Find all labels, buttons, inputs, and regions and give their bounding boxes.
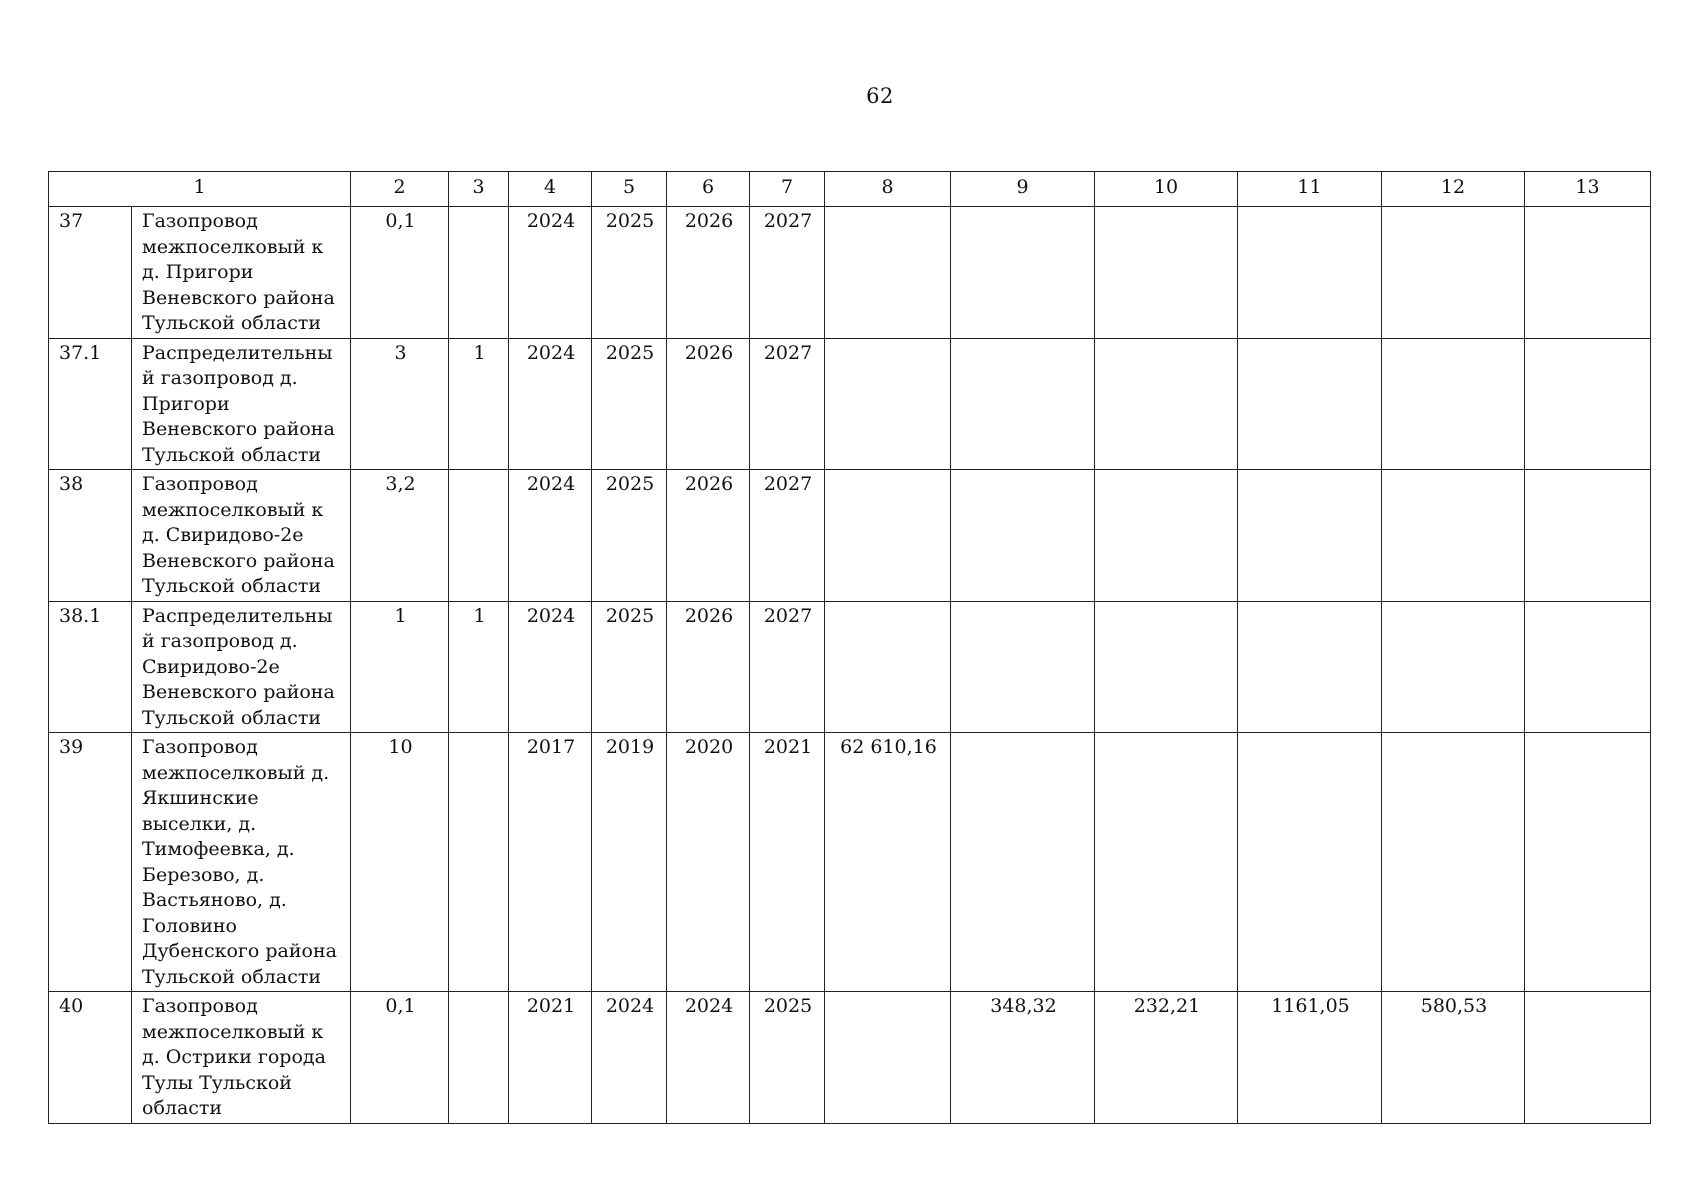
cell-col-3: 1: [449, 601, 509, 733]
cell-col-7: 2027: [750, 338, 825, 470]
cell-col-5: 2025: [592, 470, 667, 602]
table-row: [49, 207, 1651, 339]
cell-col-4: 2024: [509, 470, 592, 602]
header-cell-13: 13: [1525, 172, 1651, 207]
cell-col-12: [1382, 601, 1525, 733]
cell-col-3: [449, 992, 509, 1124]
cell-col-6: 2026: [667, 207, 750, 339]
cell-col-7: 2021: [750, 733, 825, 992]
cell-col-3: 1: [449, 338, 509, 470]
object-name: Газопровод межпоселковый д. Якшинские выселки, д. Тимофеевка, д. Березово, д. Вастьяново, д. Головино Дубенского района Тульской области: [132, 733, 351, 992]
cell-col-11: 1161,05: [1238, 992, 1382, 1124]
cell-col-8: [825, 338, 951, 470]
cell-col-10: [1095, 601, 1238, 733]
cell-col-10: [1095, 470, 1238, 602]
cell-col-4: 2024: [509, 338, 592, 470]
cell-col-12: [1382, 338, 1525, 470]
cell-col-2: 0,1: [351, 992, 449, 1124]
cell-col-4: 2024: [509, 207, 592, 339]
cell-col-12: 580,53: [1382, 992, 1525, 1124]
row-number: 38.1: [49, 601, 132, 733]
cell-col-7: 2025: [750, 992, 825, 1124]
header-cell-7: 7: [750, 172, 825, 207]
cell-col-5: 2025: [592, 207, 667, 339]
cell-col-8: [825, 601, 951, 733]
cell-col-13: [1525, 733, 1651, 992]
cell-col-7: 2027: [750, 207, 825, 339]
object-name: Газопровод межпоселковый к д. Пригори Веневского района Тульской области: [132, 207, 351, 339]
row-number: 37: [49, 207, 132, 339]
table-header-row: [49, 172, 1651, 207]
cell-col-12: [1382, 207, 1525, 339]
row-number: 40: [49, 992, 132, 1124]
object-name: Газопровод межпоселковый к д. Острики города Тулы Тульской области: [132, 992, 351, 1124]
cell-col-10: 232,21: [1095, 992, 1238, 1124]
cell-col-10: [1095, 207, 1238, 339]
cell-col-4: 2024: [509, 601, 592, 733]
cell-col-4: 2021: [509, 992, 592, 1124]
cell-col-13: [1525, 470, 1651, 602]
cell-col-5: 2024: [592, 992, 667, 1124]
header-cell-3: 3: [449, 172, 509, 207]
cell-col-9: [951, 733, 1095, 992]
header-cell-10: 10: [1095, 172, 1238, 207]
header-cell-9: 9: [951, 172, 1095, 207]
cell-col-3: [449, 207, 509, 339]
cell-col-2: 0,1: [351, 207, 449, 339]
cell-col-8: [825, 470, 951, 602]
cell-col-5: 2019: [592, 733, 667, 992]
cell-col-11: [1238, 733, 1382, 992]
row-number: 39: [49, 733, 132, 992]
cell-col-11: [1238, 207, 1382, 339]
table-row: [49, 338, 1651, 470]
cell-col-11: [1238, 470, 1382, 602]
cell-col-8: [825, 992, 951, 1124]
header-cell-2: 2: [351, 172, 449, 207]
object-name: Распределительный газопровод д. Свиридово-2е Веневского района Тульской области: [132, 601, 351, 733]
cell-col-5: 2025: [592, 338, 667, 470]
object-name: Распределительный газопровод д. Пригори Веневского района Тульской области: [132, 338, 351, 470]
cell-col-2: 10: [351, 733, 449, 992]
cell-col-9: [951, 338, 1095, 470]
cell-col-7: 2027: [750, 470, 825, 602]
cell-col-9: [951, 601, 1095, 733]
page-number: 62: [866, 84, 894, 108]
cell-col-8: 62 610,16: [825, 733, 951, 992]
header-cell-5: 5: [592, 172, 667, 207]
cell-col-9: [951, 207, 1095, 339]
cell-col-3: [449, 470, 509, 602]
cell-col-6: 2026: [667, 338, 750, 470]
cell-col-6: 2026: [667, 601, 750, 733]
cell-col-2: 3,2: [351, 470, 449, 602]
cell-col-11: [1238, 338, 1382, 470]
header-cell-12: 12: [1382, 172, 1525, 207]
table-row: [49, 733, 1651, 992]
cell-col-4: 2017: [509, 733, 592, 992]
table-row: [49, 470, 1651, 602]
cell-col-9: 348,32: [951, 992, 1095, 1124]
cell-col-3: [449, 733, 509, 992]
row-number: 37.1: [49, 338, 132, 470]
cell-col-12: [1382, 733, 1525, 992]
cell-col-7: 2027: [750, 601, 825, 733]
gas-pipeline-table: [48, 171, 1651, 1124]
cell-col-13: [1525, 992, 1651, 1124]
cell-col-13: [1525, 338, 1651, 470]
cell-col-8: [825, 207, 951, 339]
cell-col-13: [1525, 207, 1651, 339]
cell-col-10: [1095, 733, 1238, 992]
header-cell-1: 1: [49, 172, 351, 207]
header-cell-6: 6: [667, 172, 750, 207]
cell-col-2: 1: [351, 601, 449, 733]
cell-col-6: 2024: [667, 992, 750, 1124]
cell-col-5: 2025: [592, 601, 667, 733]
row-number: 38: [49, 470, 132, 602]
cell-col-11: [1238, 601, 1382, 733]
table-row: [49, 992, 1651, 1124]
table-row: [49, 601, 1651, 733]
cell-col-10: [1095, 338, 1238, 470]
header-cell-8: 8: [825, 172, 951, 207]
cell-col-6: 2026: [667, 470, 750, 602]
cell-col-12: [1382, 470, 1525, 602]
header-cell-4: 4: [509, 172, 592, 207]
object-name: Газопровод межпоселковый к д. Свиридово-2е Веневского района Тульской области: [132, 470, 351, 602]
cell-col-2: 3: [351, 338, 449, 470]
cell-col-13: [1525, 601, 1651, 733]
header-cell-11: 11: [1238, 172, 1382, 207]
cell-col-9: [951, 470, 1095, 602]
cell-col-6: 2020: [667, 733, 750, 992]
